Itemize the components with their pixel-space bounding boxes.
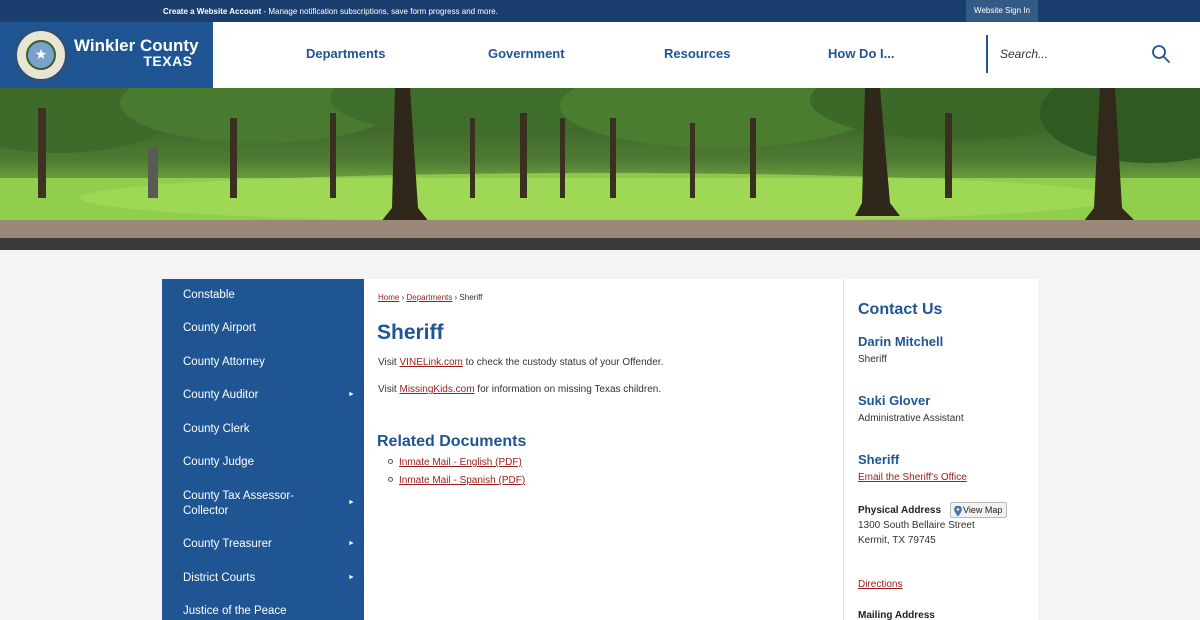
brand-line2: TEXAS bbox=[143, 53, 193, 69]
page-title: Sheriff bbox=[377, 321, 444, 344]
sidebar-item-label: County Airport bbox=[183, 322, 256, 334]
sidebar-item-label: Justice of the Peace bbox=[183, 605, 287, 617]
site-header bbox=[0, 22, 1200, 88]
address-line1: 1300 South Bellaire Street bbox=[858, 520, 975, 531]
county-seal-icon: ★ bbox=[14, 28, 68, 82]
breadcrumb-separator: › bbox=[401, 293, 405, 302]
missingkids-link[interactable]: MissingKids.com bbox=[399, 384, 475, 395]
expand-arrow-icon[interactable]: ► bbox=[348, 540, 355, 547]
park-trees-image bbox=[0, 88, 1200, 250]
mailing-address-label: Mailing Address bbox=[858, 610, 935, 620]
main-content bbox=[364, 279, 843, 620]
sidebar-item-label: County Treasurer bbox=[183, 538, 272, 550]
search-input[interactable] bbox=[1000, 44, 1140, 64]
site-brand bbox=[74, 37, 199, 68]
expand-arrow-icon[interactable]: ► bbox=[348, 499, 355, 506]
sidebar-item-label: County Tax Assessor- bbox=[183, 490, 295, 502]
view-map-button[interactable] bbox=[950, 502, 1007, 518]
para-text: Visit bbox=[378, 357, 400, 368]
hero-park-image bbox=[0, 88, 1200, 250]
search-divider bbox=[986, 35, 988, 73]
view-map-label: View Map bbox=[963, 505, 1003, 515]
department-sidebar bbox=[162, 279, 364, 620]
contact-role-sheriff: Sheriff bbox=[858, 354, 887, 365]
sidebar-item-label: Constable bbox=[183, 289, 235, 301]
bullet-icon bbox=[388, 477, 393, 482]
contact-name-darin-mitchell: Darin Mitchell bbox=[858, 334, 944, 349]
email-sheriff-office-link[interactable]: Email the Sheriff's Office bbox=[858, 472, 967, 483]
contact-name-suki-glover: Suki Glover bbox=[858, 393, 931, 408]
nav-how-do-i[interactable]: How Do I... bbox=[828, 46, 895, 61]
related-documents-heading: Related Documents bbox=[377, 433, 527, 450]
breadcrumb-current: Sheriff bbox=[459, 293, 483, 302]
document-label: Inmate Mail - Spanish (PDF) bbox=[399, 475, 526, 486]
breadcrumb-departments-link[interactable]: Departments bbox=[406, 293, 453, 302]
sidebar-item-label: County Auditor bbox=[183, 389, 259, 401]
contact-role-admin-assistant: Administrative Assistant bbox=[858, 413, 964, 424]
sidebar-item-label-line2: Collector bbox=[183, 505, 229, 517]
bullet-icon bbox=[388, 459, 393, 464]
document-link-english[interactable] bbox=[388, 457, 522, 468]
sidebar-item-label: County Judge bbox=[183, 456, 254, 468]
document-link-spanish[interactable] bbox=[388, 475, 525, 486]
create-account-link[interactable]: Create a Website Account bbox=[163, 7, 262, 16]
address-line2: Kermit, TX 79745 bbox=[858, 535, 936, 546]
account-notice bbox=[163, 7, 498, 16]
contact-panel bbox=[843, 279, 1038, 620]
vinelink-paragraph bbox=[378, 357, 663, 368]
document-label: Inmate Mail - English (PDF) bbox=[399, 457, 522, 468]
search-icon[interactable] bbox=[1151, 44, 1171, 64]
expand-arrow-icon[interactable]: ► bbox=[348, 574, 355, 581]
office-name: Sheriff bbox=[858, 452, 900, 467]
website-sign-in-button[interactable]: Website Sign In bbox=[966, 0, 1038, 22]
sidebar-item-label: County Clerk bbox=[183, 423, 250, 435]
physical-address-label: Physical Address bbox=[858, 505, 942, 516]
para-text: Visit bbox=[378, 384, 400, 395]
directions-link[interactable]: Directions bbox=[858, 579, 903, 590]
para-text: to check the custody status of your Offender. bbox=[462, 357, 664, 368]
para-text: for information on missing Texas children. bbox=[474, 384, 662, 395]
sidebar-item-label: District Courts bbox=[183, 572, 256, 584]
breadcrumb-separator: › bbox=[454, 293, 458, 302]
nav-government[interactable]: Government bbox=[488, 46, 565, 61]
top-utility-bar bbox=[0, 0, 1200, 22]
sidebar-item-label: County Attorney bbox=[183, 356, 265, 368]
site-logo[interactable] bbox=[0, 22, 213, 88]
nav-departments[interactable]: Departments bbox=[306, 46, 386, 61]
breadcrumb-home-link[interactable]: Home bbox=[378, 293, 400, 302]
expand-arrow-icon[interactable]: ► bbox=[348, 391, 355, 398]
nav-resources[interactable]: Resources bbox=[664, 46, 731, 61]
account-description: - Manage notification subscriptions, save form progress and more. bbox=[261, 7, 498, 16]
missingkids-paragraph bbox=[378, 384, 661, 395]
map-pin-icon bbox=[954, 506, 962, 516]
contact-title: Contact Us bbox=[858, 301, 943, 318]
breadcrumb bbox=[378, 293, 482, 302]
brand-line1: Winkler County bbox=[74, 36, 199, 55]
vinelink-link[interactable]: VINELink.com bbox=[399, 357, 463, 368]
